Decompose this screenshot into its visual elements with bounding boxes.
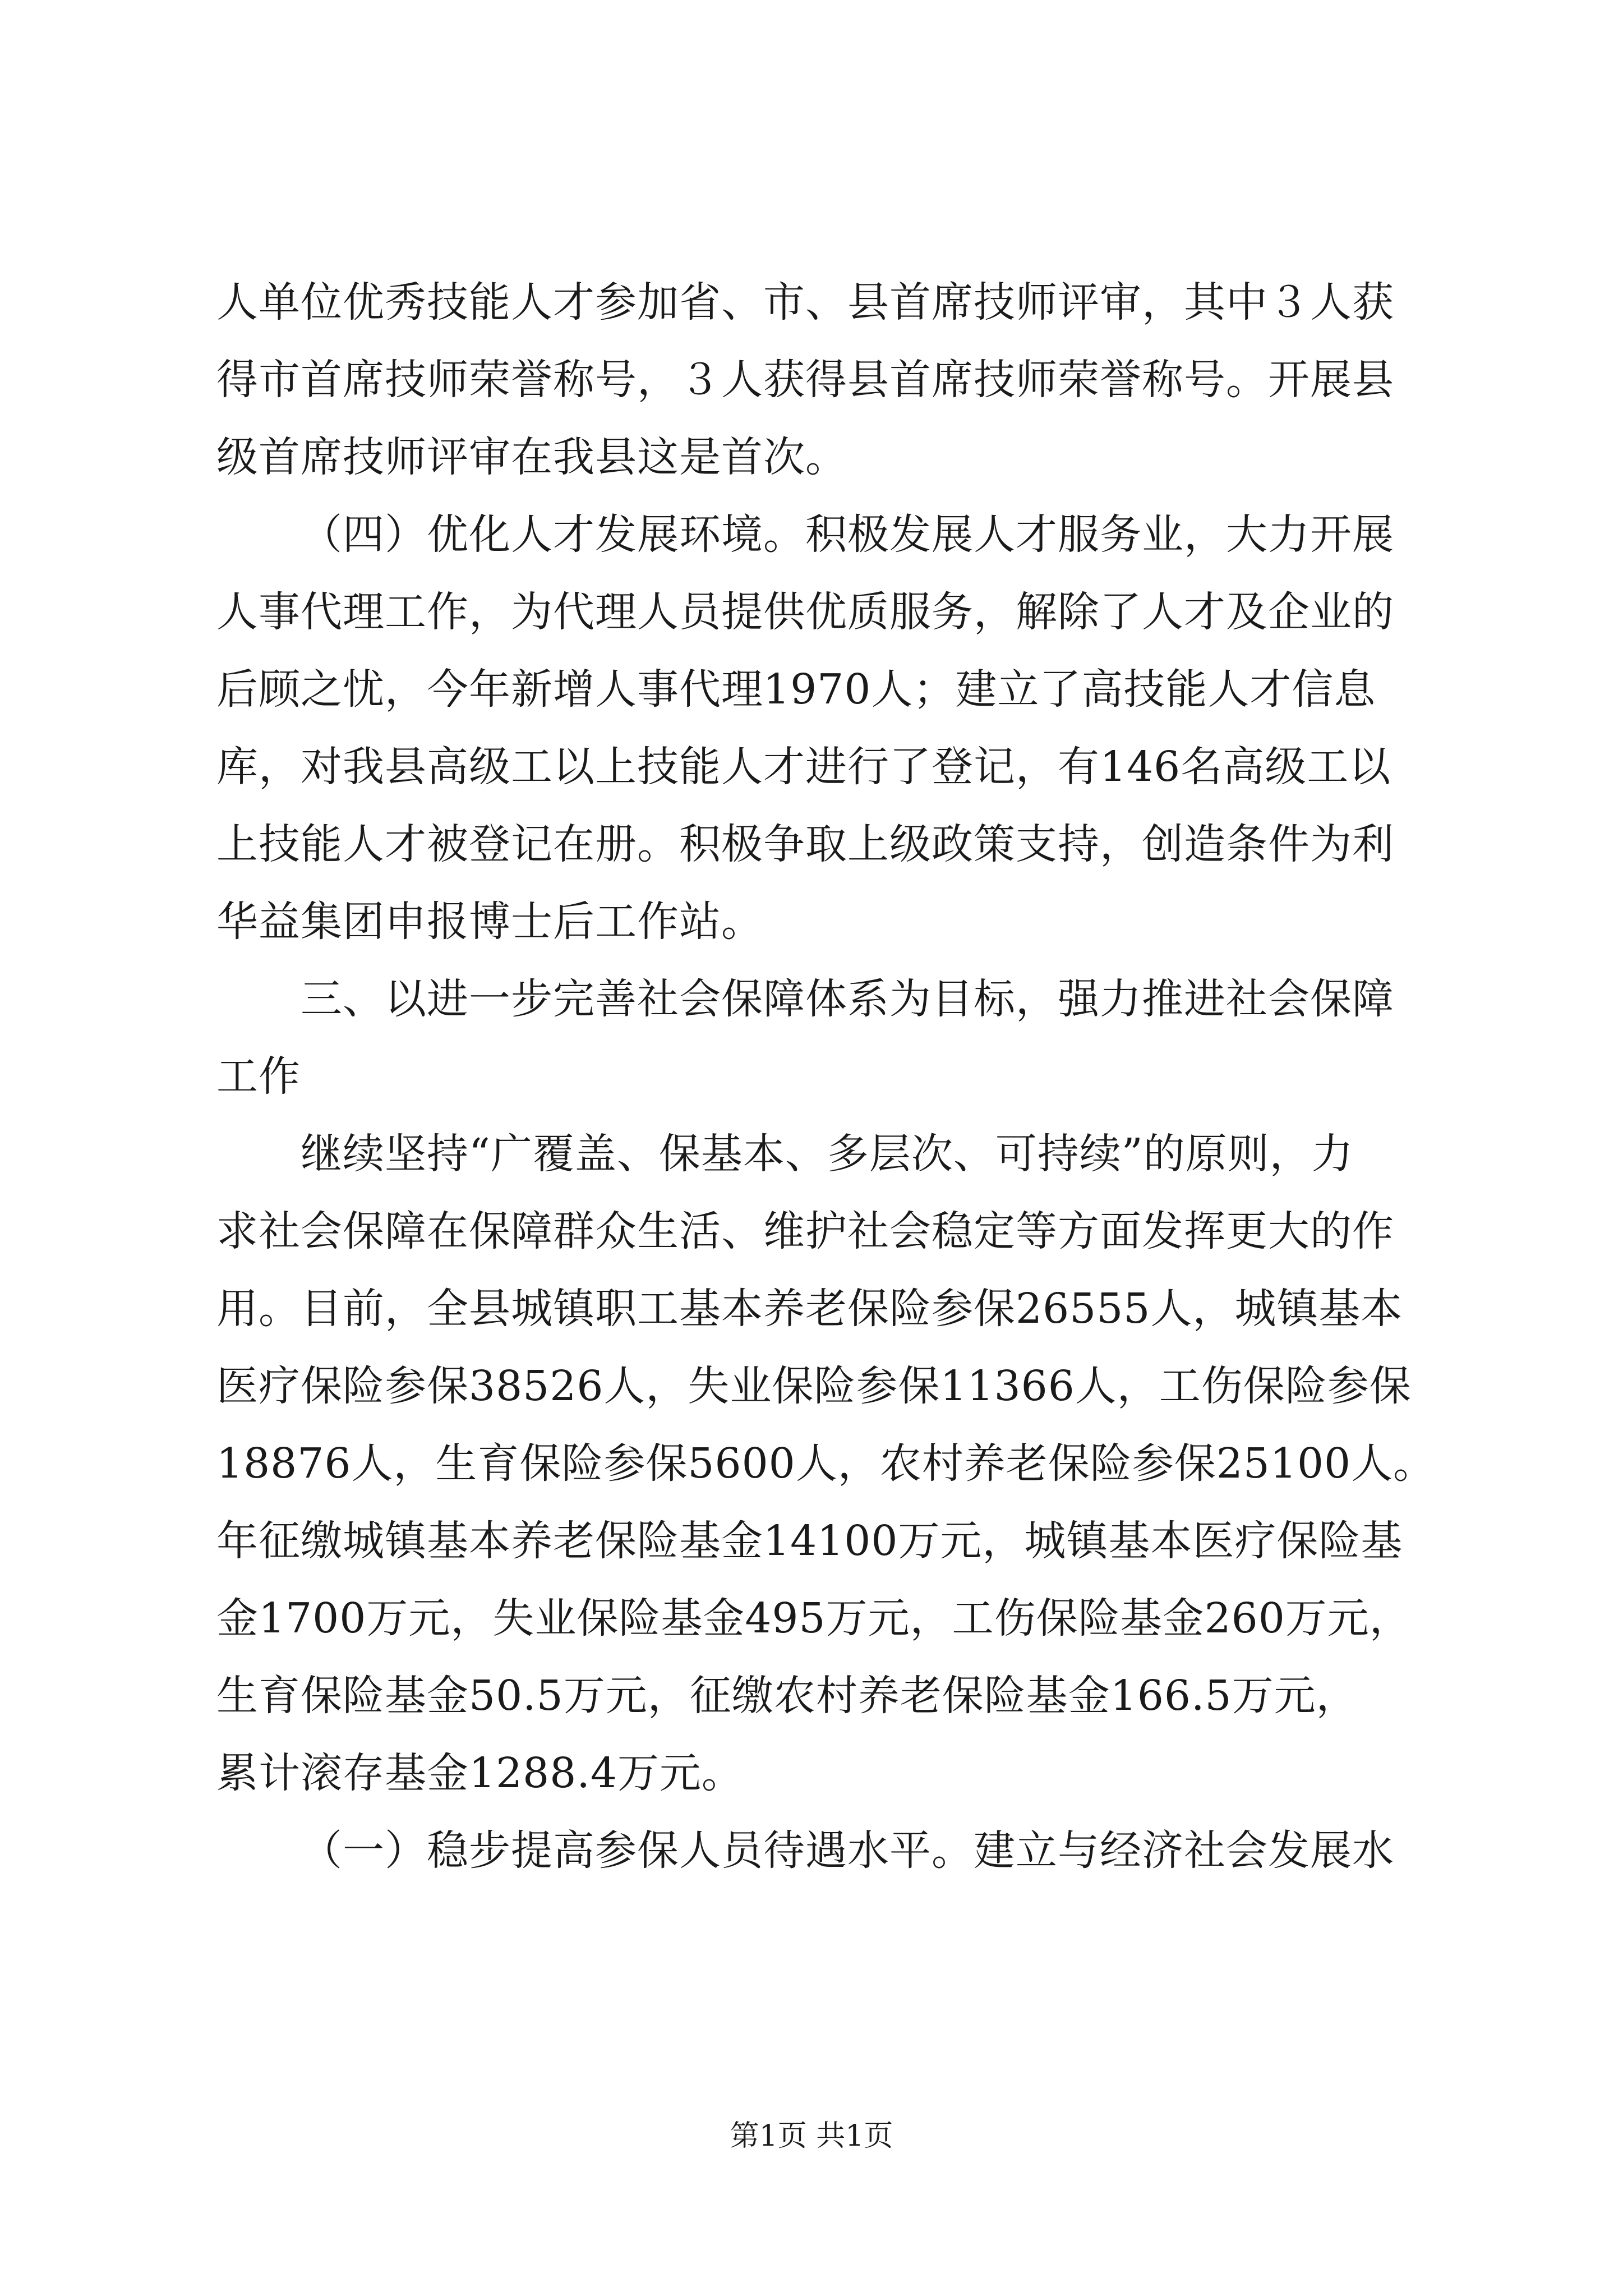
text-line: 工作 xyxy=(216,1052,301,1101)
text-line: 金1700万元，失业保险基金495万元，工伤保险基金260万元， xyxy=(216,1594,1412,1642)
text-line: 人事代理工作，为代理人员提供优质服务，解除了人才及企业的 xyxy=(216,588,1394,636)
text-line: 上技能人才被登记在册。积极争取上级政策支持，创造条件为利 xyxy=(216,820,1394,868)
text-line: 医疗保险参保38526人，失业保险参保11366人，工伤保险参保 xyxy=(216,1362,1412,1410)
text-line: 18876人，生育保险参保5600人，农村养老保险参保25100人。 xyxy=(216,1439,1436,1488)
text-line: （四）优化人才发展环境。积极发展人才服务业，大力开展 xyxy=(301,510,1394,559)
text-line: 得市首席技师荣誉称号，３人获得县首席技师荣誉称号。开展县 xyxy=(216,356,1394,404)
text-line: 三、以进一步完善社会保障体系为目标，强力推进社会保障 xyxy=(301,975,1394,1023)
page-footer: 第1页 共1页 xyxy=(730,2119,893,2153)
text-line: 生育保险基金50.5万元，征缴农村养老保险基金166.5万元， xyxy=(216,1672,1358,1720)
text-line: 求社会保障在保障群众生活、维护社会稳定等方面发挥更大的作 xyxy=(216,1207,1394,1255)
text-line: 年征缴城镇基本养老保险基金14100万元，城镇基本医疗保险基 xyxy=(216,1517,1403,1565)
text-line: 华益集团申报博士后工作站。 xyxy=(216,898,763,946)
document-body xyxy=(216,264,1436,1889)
text-line: 级首席技师评审在我县这是首次。 xyxy=(216,433,847,481)
text-line: 累计滚存基金1288.4万元。 xyxy=(216,1749,744,1797)
text-line: 库，对我县高级工以上技能人才进行了登记，有146名高级工以 xyxy=(216,743,1391,791)
text-line: 用。目前，全县城镇职工基本养老保险参保26555人，城镇基本 xyxy=(216,1285,1403,1333)
text-line: 继续坚持“广覆盖、保基本、多层次、可持续”的原则，力 xyxy=(301,1130,1354,1178)
text-line: （一）稳步提高参保人员待遇水平。建立与经济社会发展水 xyxy=(301,1826,1394,1875)
text-line: 人单位优秀技能人才参加省、市、县首席技师评审，其中３人获 xyxy=(216,278,1394,326)
text-line: 后顾之忧，今年新增人事代理1970人；建立了高技能人才信息 xyxy=(216,665,1376,714)
